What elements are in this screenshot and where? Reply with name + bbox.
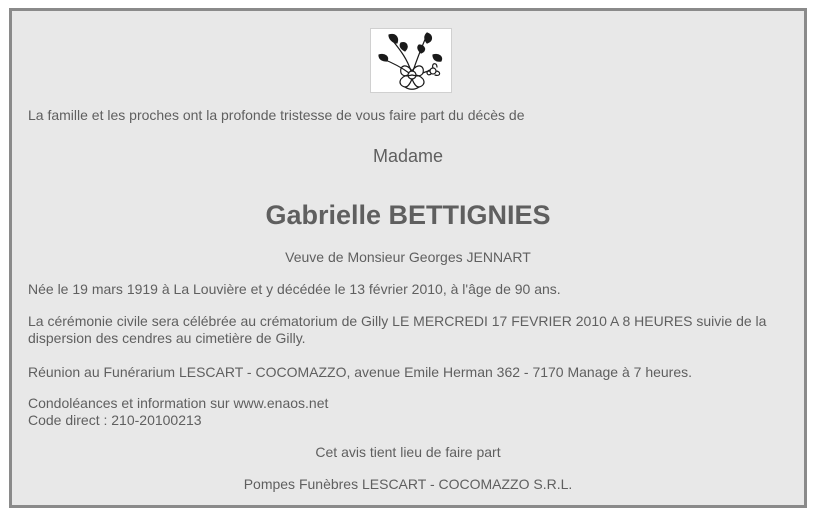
- death-notice-card: [9, 8, 807, 508]
- notice-line-text: Cet avis tient lieu de faire part: [315, 444, 501, 460]
- reunion-text: Réunion au Funérarium LESCART - COCOMAZZO, avenue Emile Herman 362 - 7170 Manage à 7 heures.: [28, 364, 693, 380]
- condolences-text: Condoléances et information sur www.enaos.net: [28, 395, 329, 411]
- flower-ornament-icon: [370, 28, 452, 93]
- deceased-name: Gabrielle BETTIGNIES: [265, 200, 551, 230]
- widow-of-text: Veuve de Monsieur Georges JENNART: [285, 249, 531, 265]
- civility-title: Madame: [372, 146, 444, 166]
- intro-text: La famille et les proches ont la profonde tristesse de vous faire part du décès de: [28, 107, 525, 123]
- birth-death-text: Née le 19 mars 1919 à La Louvière et y décédée le 13 février 2010, à l'âge de 90 ans.: [28, 281, 561, 297]
- ceremony-text: La cérémonie civile sera célébrée au crématorium de Gilly LE MERCREDI 17 FEVRIER 2010 A 8 HEURES suivie de la dispersion des cendres au cimetière de Gilly.: [28, 313, 767, 346]
- direct-code-text: Code direct : 210-20100213: [28, 412, 202, 428]
- funeral-home-text: Pompes Funèbres LESCART - COCOMAZZO S.R.L.: [243, 476, 573, 492]
